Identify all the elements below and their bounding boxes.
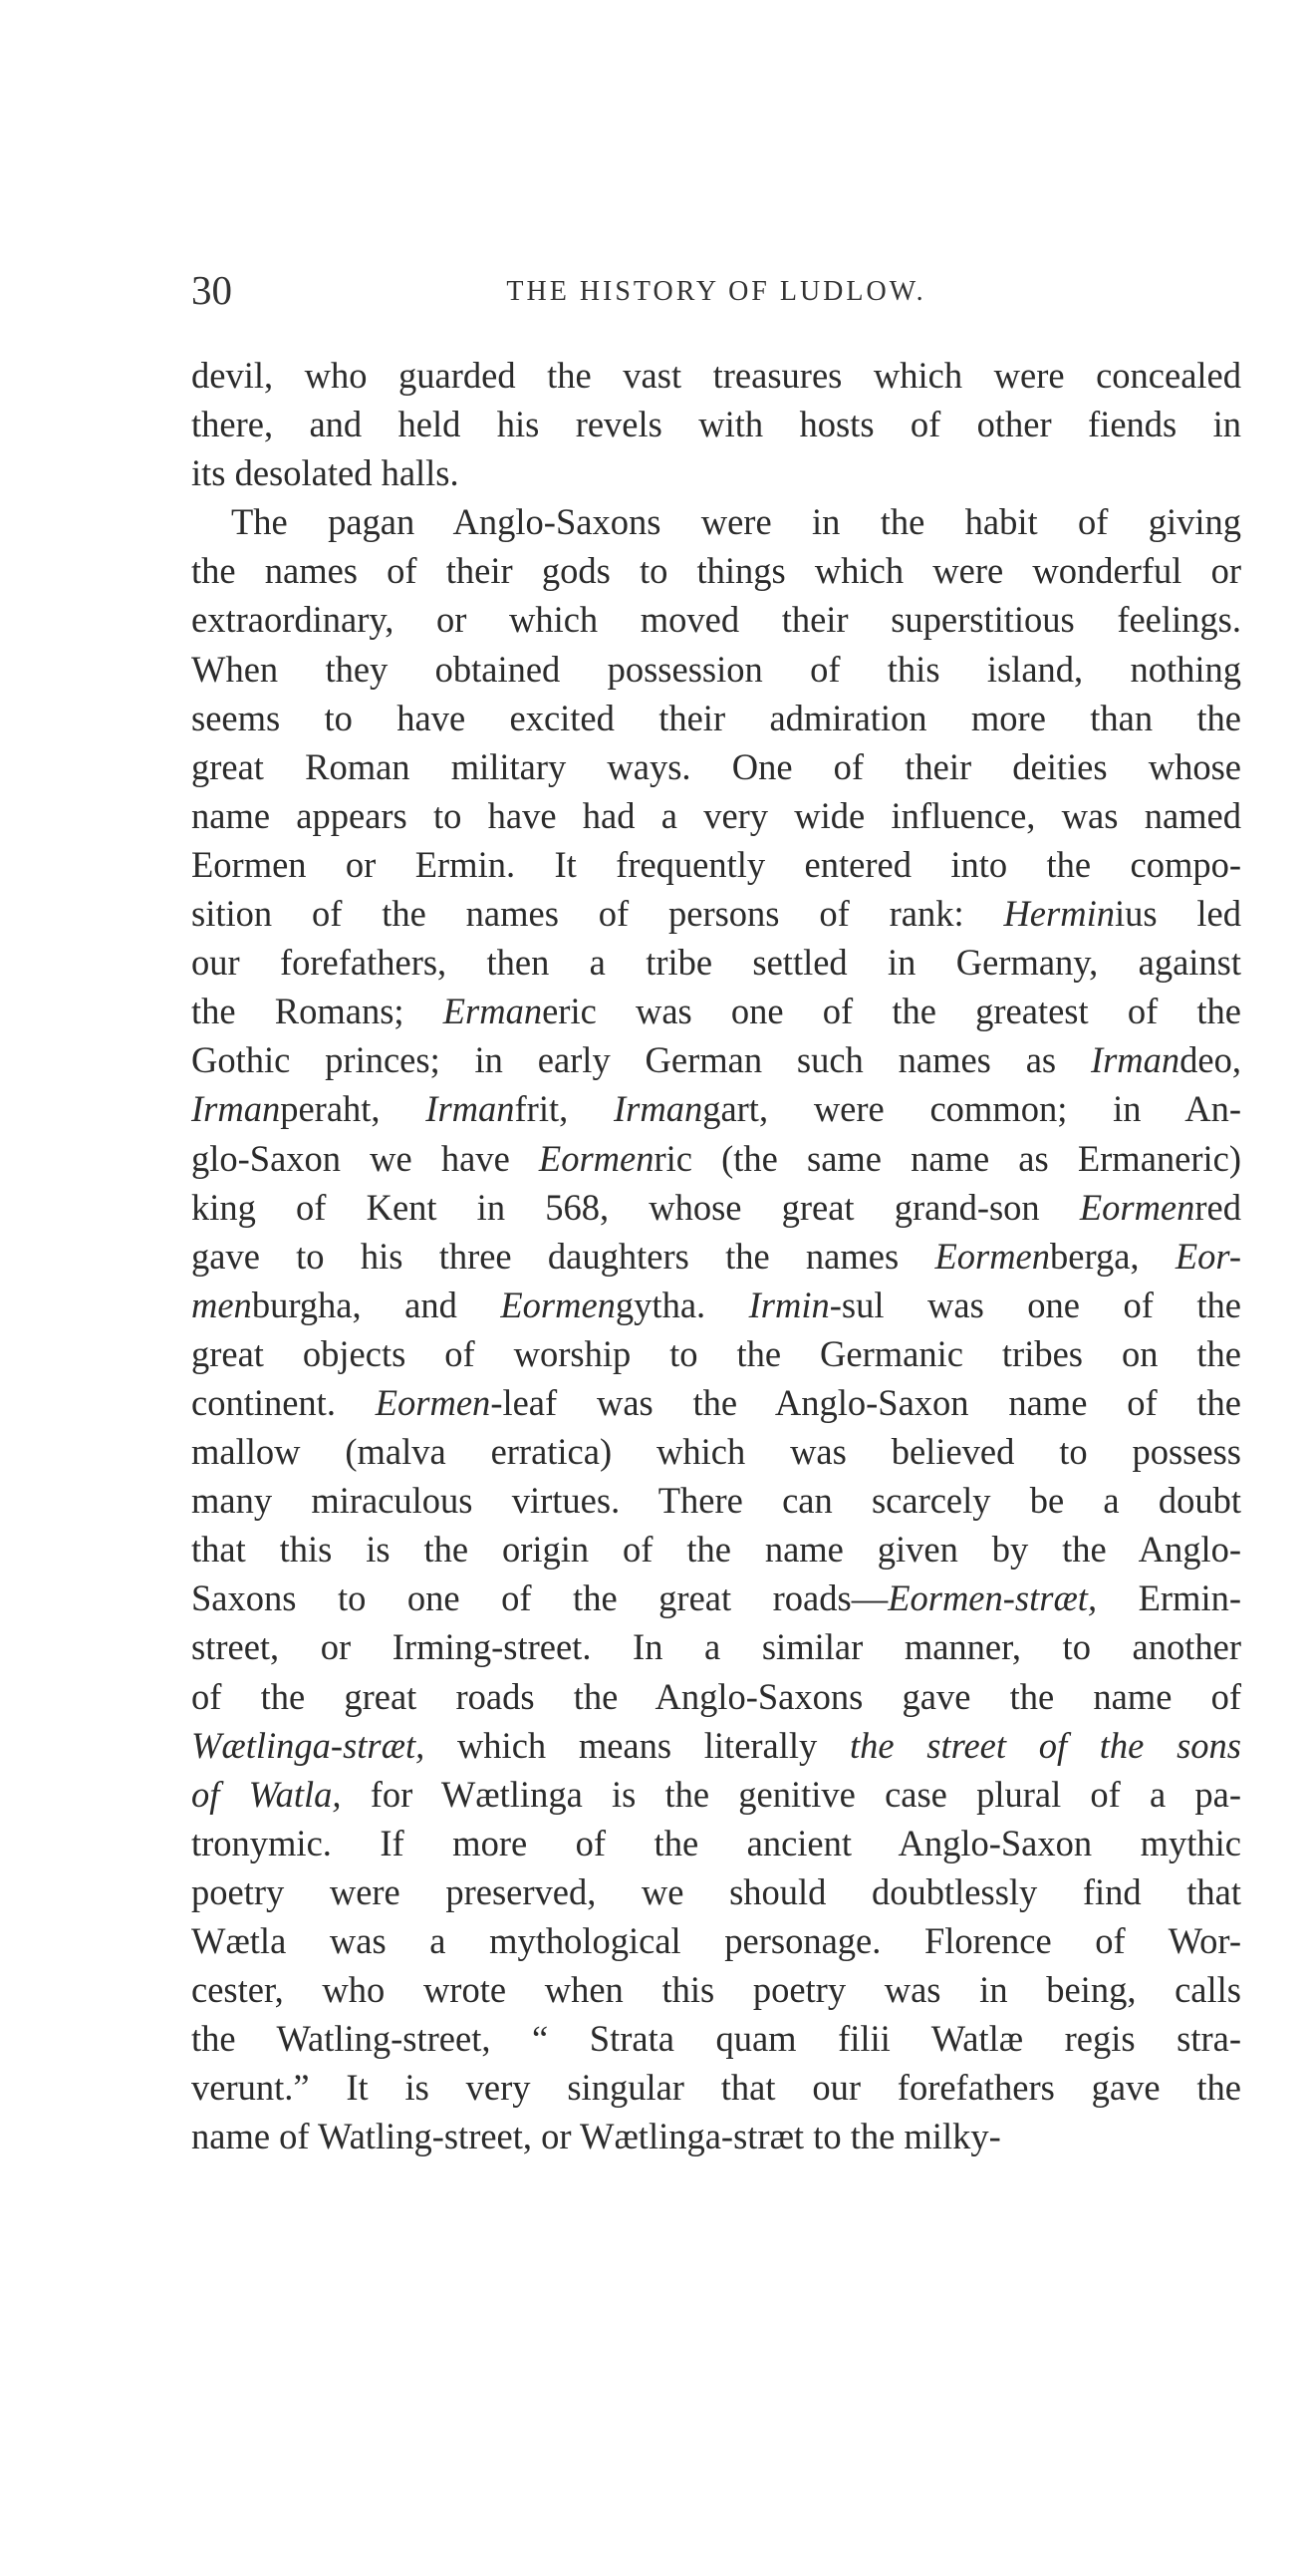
text-line [191, 1329, 1241, 1378]
text-segment: Eormen or Ermin. It frequently entered into the compo- [191, 843, 1241, 885]
text-segment: king of Kent in 568, whose great grand-son [191, 1186, 1080, 1228]
text-line [191, 889, 1241, 938]
italic-text: Eormen [538, 1137, 654, 1179]
text-segment: that this is the origin of the name given by the Anglo- [191, 1529, 1241, 1571]
text-line [191, 1770, 1241, 1819]
text-segment: eric was one of the greatest of the [542, 991, 1241, 1032]
text-segment: gytha. [615, 1284, 749, 1325]
text-line [191, 1427, 1241, 1476]
text-line [191, 1819, 1241, 1867]
text-segment: sition of the names of persons of rank: [191, 893, 1004, 935]
italic-text: Eormen-stræt, [888, 1577, 1098, 1619]
text-line [191, 1672, 1241, 1721]
text-segment: cester, who wrote when this poetry was in being, calls [191, 1969, 1241, 2011]
text-segment: ric (the same name as Ermaneric) [654, 1137, 1241, 1179]
text-segment: Saxons to one of the great roads— [191, 1577, 889, 1619]
text-line [191, 1574, 1241, 1622]
text-line [191, 987, 1241, 1035]
text-line [191, 742, 1241, 791]
italic-text: Hermin [1003, 893, 1115, 935]
text-segment: devil, who guarded the vast treasures which were concealed [191, 355, 1241, 396]
text-line [191, 546, 1241, 595]
text-line [191, 1476, 1241, 1525]
text-segment: seems to have excited their admiration more than the [191, 697, 1241, 738]
text-line [191, 1622, 1241, 1671]
text-segment: the names of their gods to things which were wonderful or [191, 550, 1241, 592]
text-line [191, 1867, 1241, 1916]
text-segment: gart, were common; in An- [702, 1088, 1241, 1130]
text-line [191, 1084, 1241, 1133]
text-segment: our forefathers, then a tribe settled in Germany, against [191, 942, 1241, 984]
text-line [191, 1281, 1241, 1329]
italic-text: the street of the sons [849, 1724, 1241, 1766]
text-segment: -leaf was the Anglo-Saxon name of the [490, 1381, 1241, 1423]
text-segment: great objects of worship to the Germanic tribes on the [191, 1332, 1241, 1374]
italic-text: Eormen [375, 1381, 491, 1423]
running-title: THE HISTORY OF LUDLOW. [506, 276, 926, 307]
page-number: 30 [191, 267, 232, 313]
italic-text: Eormen [500, 1284, 616, 1325]
text-segment: glo-Saxon we have [191, 1137, 539, 1179]
italic-text: Irman [613, 1088, 703, 1130]
text-line [191, 938, 1241, 987]
text-line [191, 351, 1241, 400]
page-header [191, 266, 1241, 316]
text-segment: the Watling-street, “ Strata quam filii Watlæ regis stra- [191, 2018, 1241, 2060]
text-segment: deo, [1179, 1039, 1241, 1081]
text-segment: which means literally [424, 1724, 850, 1766]
text-segment: Wætla was a mythological personage. Florence of Wor- [191, 1920, 1241, 1961]
text-segment: Ermin- [1097, 1577, 1241, 1619]
text-line [191, 1378, 1241, 1427]
text-segment: for Wætlinga is the genitive case plural of a pa- [341, 1773, 1242, 1815]
text-line [191, 2063, 1241, 2112]
text-line [191, 1721, 1241, 1770]
text-line [191, 1134, 1241, 1183]
text-segment: red [1194, 1186, 1241, 1228]
text-segment: verunt.” It is very singular that our forefathers gave the [191, 2067, 1241, 2109]
text-line [191, 497, 1241, 546]
text-line [191, 645, 1241, 694]
text-line [191, 2014, 1241, 2063]
text-segment: ius led [1114, 893, 1241, 935]
text-segment: tronymic. If more of the ancient Anglo-Saxon mythic [191, 1822, 1241, 1863]
text-segment: When they obtained possession of this island, nothing [191, 648, 1241, 690]
text-segment: peraht, [280, 1088, 426, 1130]
text-line [191, 791, 1241, 840]
italic-text: Eormen [1079, 1186, 1195, 1228]
body-text [191, 351, 1241, 2160]
text-segment: extraordinary, or which moved their superstitious feelings. [191, 599, 1241, 641]
text-line [191, 1525, 1241, 1574]
text-segment: name of Watling-street, or Wætlinga-stræt to the milky- [191, 2116, 1001, 2157]
italic-text: Wætlinga-stræt, [191, 1724, 425, 1766]
italic-text: Eor- [1175, 1235, 1241, 1277]
italic-text: Eormen [934, 1235, 1051, 1277]
text-segment: gave to his three daughters the names [191, 1235, 935, 1277]
text-segment: poetry were preserved, we should doubtlessly find that [191, 1870, 1241, 1912]
text-segment: street, or Irming-street. In a similar manner, to another [191, 1626, 1241, 1668]
text-line [191, 840, 1241, 889]
text-line [191, 1916, 1241, 1965]
italic-text: Irman [191, 1088, 281, 1130]
italic-text: Irman [1090, 1039, 1180, 1081]
text-line [191, 1232, 1241, 1281]
text-line [191, 1035, 1241, 1084]
text-segment: Gothic princes; in early German such names as [191, 1039, 1091, 1081]
italic-text: Erman [442, 991, 543, 1032]
text-segment: burgha, and [251, 1284, 501, 1325]
text-line [191, 694, 1241, 742]
text-segment: its desolated halls. [191, 452, 459, 494]
text-line [191, 1965, 1241, 2014]
italic-text: of Watla, [191, 1773, 342, 1815]
italic-text: Irmin [748, 1284, 830, 1325]
text-segment: The pagan Anglo-Saxons were in the habit of giving [231, 501, 1241, 543]
italic-text: Irman [425, 1088, 515, 1130]
text-segment: -sul was one of the [829, 1284, 1242, 1325]
text-line [191, 595, 1241, 644]
text-segment: great Roman military ways. One of their deities whose [191, 745, 1241, 787]
text-segment: berga, [1050, 1235, 1176, 1277]
text-line [191, 1183, 1241, 1232]
text-segment: many miraculous virtues. There can scarcely be a doubt [191, 1480, 1241, 1522]
italic-text: men [191, 1284, 252, 1325]
text-segment: the Romans; [191, 991, 443, 1032]
text-line [191, 448, 1241, 497]
text-segment: there, and held his revels with hosts of other fiends in [191, 404, 1241, 445]
text-segment: name appears to have had a very wide influence, was named [191, 794, 1241, 836]
text-segment: mallow (malva erratica) which was believed to possess [191, 1431, 1241, 1473]
text-line [191, 400, 1241, 448]
text-segment: frit, [514, 1088, 614, 1130]
text-line [191, 2112, 1241, 2160]
text-segment: continent. [191, 1381, 376, 1423]
text-segment: of the great roads the Anglo-Saxons gave the name of [191, 1675, 1241, 1717]
